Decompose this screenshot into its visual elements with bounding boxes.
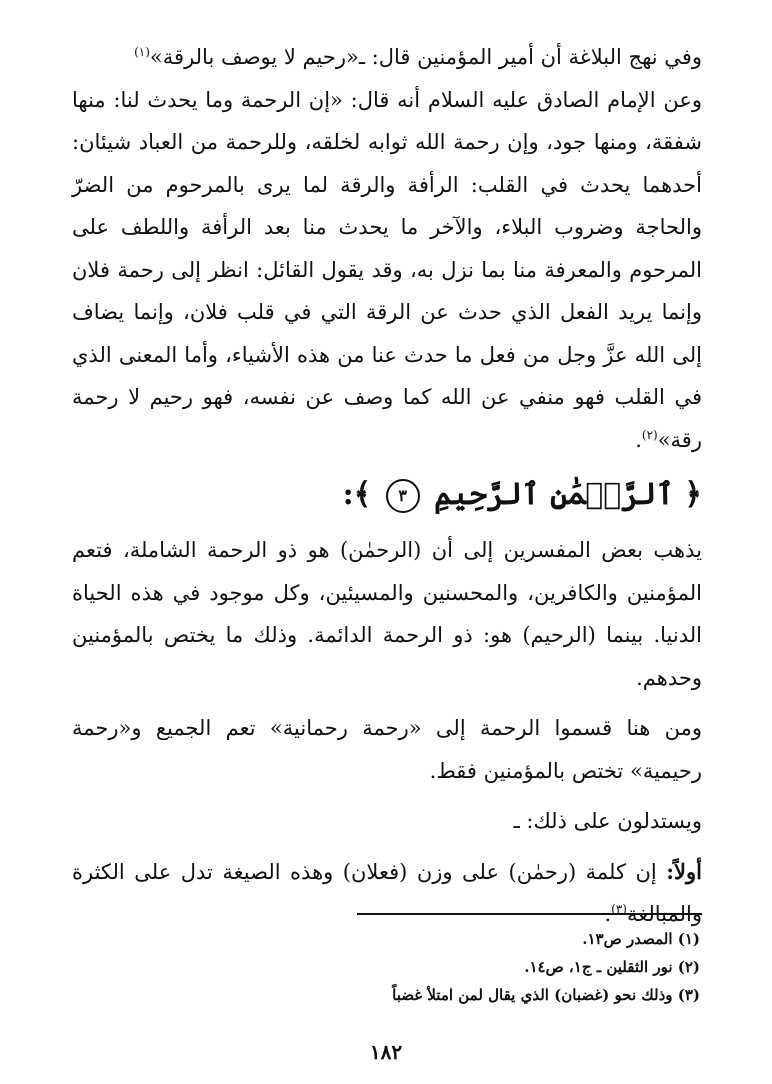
verse-bracket-close: ﴾: xyxy=(342,477,372,512)
footnote-2: (٢) نور الثقلين ـ ج١، ص١٤. xyxy=(524,958,700,976)
footnote-3: (٣) وذلك نحو (غضبان) الذي يقال لمن امتلأ غضباً xyxy=(392,986,700,1004)
footnote-divider xyxy=(357,913,702,915)
paragraph-nahj xyxy=(72,36,702,79)
paragraph-text: وعن الإمام الصادق عليه السلام أنه قال: «إن الرحمة وما يحدث لنا: منها شفقة، ومنها جود، وإن رحمة الله ثوابه لخلقه، وللرحمة من العباد شيئان: أحدهما يحدث في القلب: الرأفة والرقة لما يرى بالمرحوم من الضرّ والحاجة وضروب البلاء، والآخر ما يحدث منا بعد الرأفة واللطف على المرحوم والمعرفة منا بما نزل به، وقد يقول القائل: انظر إلى رحمة فلان وإنما يريد الفعل الذي حدث عن الرقة التي في قلب فلان، وإنما يضاف إلى الله عزَّ وجل من فعل ما حدث عنا من هذه الأشياء، وأما المعنى الذي في القلب فهو منفي عن الله كما وصف عن نفسه، فهو رحيم لا رحمة رقة» xyxy=(72,87,702,452)
page-number: ١٨٢ xyxy=(369,1040,403,1064)
page-body xyxy=(72,36,702,936)
paragraph-evidence-intro: ويستدلون على ذلك: ـ xyxy=(513,809,702,833)
paragraph-sadiq: وعن الإمام الصادق عليه السلام أنه قال: «إن الرحمة وما يحدث لنا: منها شفقة، ومنها جود، وإن رحمة الله ثوابه لخلقه، وللرحمة من العباد شيئان: أحدهما يحدث في القلب: الرأفة والرقة لما يرى بالمرحوم من الضرّ والحاجة وضروب البلاء، والآخر ما يحدث منا بعد الرأفة واللطف على المرحوم والمعرفة منا بما نزل به، وقد يقول القائل: انظر إلى رحمة فلان وإنما يريد الفعل الذي حدث عن الرقة التي في قلب فلان، وإنما يضاف إلى الله عزَّ وجل من فعل ما حدث عنا من هذه الأشياء، وأما المعنى الذي في القلب فهو منفي عن الله كما وصف عن نفسه، فهو رحيم لا رحمة رقة»$^{(٢)}$. xyxy=(72,87,702,452)
footnote-ref[interactable]: (٣) xyxy=(611,902,627,916)
footnotes xyxy=(72,925,700,1009)
footnote-1: (١) المصدر ص١٣. xyxy=(582,930,700,948)
paragraph-first-evidence: أولاً: إن كلمة (رحمٰن) على وزن (فعلان) وهذه الصيغة تدل على الكثرة والمبالغة$^{(٣)}$. xyxy=(72,858,702,926)
quran-verse xyxy=(72,465,702,525)
paragraph-rahman: يذهب بعض المفسرين إلى أن (الرحمٰن) هو ذو الرحمة الشاملة، فتعم المؤمنين والكافرين، والمحسنين والمسيئين، وكل موجود في هذه الحياة الدنيا. بينما (الرحيم) هو: ذو الرحمة الدائمة. وذلك ما يختص بالمؤمنين وحدهم. xyxy=(72,538,702,690)
footnote-ref[interactable]: (١) xyxy=(134,45,150,59)
paragraph-text: إن كلمة (رحمٰن) على وزن (فعلان) وهذه الصيغة تدل على الكثرة والمبالغة xyxy=(72,859,702,926)
paragraph-division: ومن هنا قسموا الرحمة إلى «رحمة رحمانية» تعم الجميع و«رحمة رحيمية» تختص بالمؤمنين فقط. xyxy=(72,716,702,783)
footnote-ref[interactable]: (٢) xyxy=(641,427,658,442)
paragraph-text: وفي نهج البلاغة أن أمير المؤمنين قال: ـ«رحيم لا يوصف بالرقة» xyxy=(149,45,702,69)
verse-text: ٱلرَّحۡمَٰنِ ٱلرَّحِيمِ xyxy=(434,477,674,512)
ayah-number-icon: ٣ xyxy=(386,479,420,513)
first-label: أولاً: xyxy=(666,858,702,884)
verse-bracket-open: ﴿ xyxy=(684,477,702,512)
